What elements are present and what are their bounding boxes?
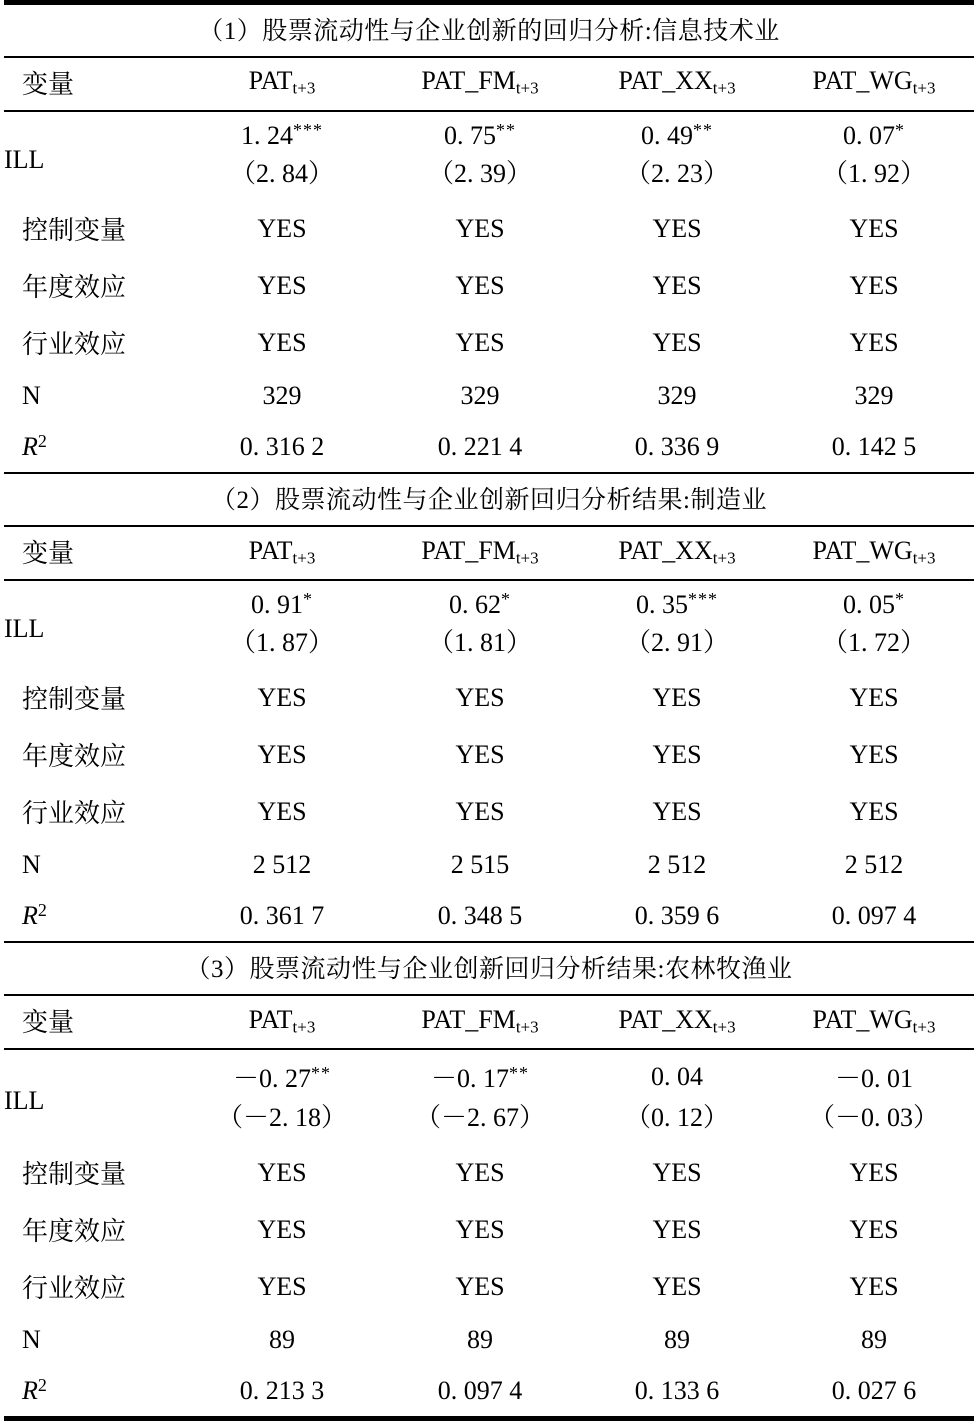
value-cell: 0. 361 7 bbox=[239, 900, 325, 930]
value-cell: YES bbox=[257, 1271, 307, 1301]
value-cell: 89 bbox=[861, 1325, 887, 1355]
significance-stars: *** bbox=[688, 589, 718, 610]
row-label-ill: ILL bbox=[4, 1086, 45, 1116]
table-row bbox=[4, 581, 974, 620]
tstat-cell: （2. 84） bbox=[229, 159, 334, 189]
value-cell: 89 bbox=[664, 1325, 690, 1355]
value-cell: YES bbox=[455, 1157, 505, 1187]
tstat-cell: （2. 91） bbox=[624, 628, 729, 658]
value-cell: 0. 316 2 bbox=[239, 431, 325, 461]
table-row bbox=[4, 840, 974, 890]
value-cell: 329 bbox=[657, 381, 697, 411]
row-label-ill: ILL bbox=[4, 614, 45, 644]
table-row bbox=[4, 726, 974, 783]
value-cell: YES bbox=[849, 270, 899, 300]
value-cell: 0. 213 3 bbox=[239, 1375, 325, 1405]
row-label-controls: 控制变量 bbox=[22, 1160, 127, 1190]
value-cell: YES bbox=[455, 739, 505, 769]
subscript: t+3 bbox=[515, 1017, 539, 1036]
subscript: t+3 bbox=[712, 547, 736, 567]
tstat-cell: （2. 23） bbox=[624, 159, 729, 189]
coefficient-cell: 0. 49** bbox=[641, 120, 713, 151]
coefficient-cell: 0. 07* bbox=[843, 120, 906, 151]
value-cell: YES bbox=[455, 796, 505, 826]
significance-stars: *** bbox=[293, 120, 323, 140]
significance-stars: ** bbox=[693, 120, 713, 140]
column-header-pat: $PAT_{t+3}$ bbox=[248, 1004, 316, 1036]
value-cell: YES bbox=[652, 1271, 702, 1301]
coefficient-cell: 0. 04 bbox=[651, 1062, 703, 1092]
table-row bbox=[4, 257, 974, 314]
row-label-n: N bbox=[22, 850, 41, 880]
coefficient-cell: 0. 62* bbox=[449, 589, 511, 620]
value-cell: 0. 133 6 bbox=[634, 1375, 720, 1405]
regression-table-1 bbox=[4, 5, 974, 472]
column-header-pat: $PAT_{t+3}$ bbox=[248, 535, 316, 567]
column-header-pat: $PAT_{t+3}$ bbox=[248, 66, 316, 98]
exponent: 2 bbox=[37, 1375, 48, 1396]
subscript: t+3 bbox=[515, 78, 539, 98]
value-cell: 0. 097 4 bbox=[437, 1375, 523, 1405]
value-cell: YES bbox=[455, 1214, 505, 1244]
coefficient-cell: 0. 75** bbox=[444, 120, 516, 151]
value-cell: YES bbox=[455, 213, 505, 243]
coefficient-cell: 0. 05* bbox=[843, 589, 905, 620]
row-label-industry-effect: 行业效应 bbox=[22, 799, 127, 829]
subscript: t+3 bbox=[515, 547, 539, 567]
value-cell: YES bbox=[455, 682, 505, 712]
value-cell: YES bbox=[652, 213, 702, 243]
row-label-r-squared: $R^2$ bbox=[22, 900, 48, 931]
table-row bbox=[4, 421, 974, 472]
subscript: t+3 bbox=[712, 78, 736, 98]
table-row bbox=[4, 200, 974, 257]
coefficient-cell: 0. 91* bbox=[251, 589, 313, 620]
significance-stars: * bbox=[501, 589, 511, 610]
row-label-r-squared: $R^2$ bbox=[22, 431, 48, 462]
table-row bbox=[4, 1144, 974, 1201]
value-cell: YES bbox=[849, 682, 899, 712]
value-cell: YES bbox=[257, 270, 307, 300]
significance-stars: ** bbox=[509, 1063, 529, 1084]
value-cell: YES bbox=[652, 270, 702, 300]
value-cell: 0. 097 4 bbox=[831, 900, 917, 930]
tstat-cell: （2. 39） bbox=[427, 159, 532, 189]
value-cell: YES bbox=[652, 739, 702, 769]
coefficient-cell: 1. 24*** bbox=[241, 120, 323, 151]
column-header-variable: 变量 bbox=[22, 70, 75, 99]
subscript: t+3 bbox=[912, 1017, 936, 1036]
value-cell: YES bbox=[849, 1271, 899, 1301]
subscript: t+3 bbox=[712, 1017, 736, 1036]
tstat-cell: （1. 92） bbox=[822, 159, 927, 189]
table-row bbox=[4, 1258, 974, 1315]
table-row bbox=[4, 371, 974, 421]
column-header-pat-wg: $PAT\_WG_{t+3}$ bbox=[812, 66, 936, 98]
regression-table-2 bbox=[4, 474, 974, 941]
subscript: t+3 bbox=[912, 78, 936, 98]
row-label-controls: 控制变量 bbox=[22, 685, 127, 715]
coefficient-cell: －0. 17** bbox=[430, 1063, 529, 1094]
value-cell: 0. 348 5 bbox=[437, 900, 523, 930]
row-label-industry-effect: 行业效应 bbox=[22, 1274, 127, 1304]
coefficient-cell: 0. 35*** bbox=[636, 589, 718, 620]
value-cell: YES bbox=[849, 796, 899, 826]
table-caption: （1）股票流动性与企业创新的回归分析:信息技术业 bbox=[198, 18, 780, 45]
value-cell: 0. 221 4 bbox=[437, 431, 523, 461]
row-label-year-effect: 年度效应 bbox=[22, 273, 127, 303]
table-caption-row bbox=[4, 5, 974, 56]
table-header-row bbox=[4, 527, 974, 579]
value-cell: 0. 336 9 bbox=[634, 431, 720, 461]
value-cell: 0. 027 6 bbox=[831, 1375, 917, 1405]
row-label-r-squared: $R^2$ bbox=[22, 1375, 48, 1406]
column-header-variable: 变量 bbox=[22, 539, 75, 569]
significance-stars: ** bbox=[311, 1063, 331, 1084]
tstat-cell: （0. 12） bbox=[624, 1103, 729, 1133]
value-cell: 329 bbox=[262, 381, 302, 411]
value-cell: 89 bbox=[269, 1325, 295, 1355]
table-row bbox=[4, 314, 974, 371]
table-row bbox=[4, 1201, 974, 1258]
value-cell: 2 512 bbox=[844, 850, 904, 880]
coefficient-cell: －0. 01 bbox=[834, 1064, 913, 1094]
value-cell: YES bbox=[652, 1214, 702, 1244]
table-row bbox=[4, 112, 974, 151]
value-cell: YES bbox=[257, 327, 307, 357]
row-label-year-effect: 年度效应 bbox=[22, 1217, 127, 1247]
exponent: 2 bbox=[37, 900, 48, 921]
regression-table-3 bbox=[4, 943, 974, 1416]
value-cell: 0. 142 5 bbox=[831, 431, 917, 461]
value-cell: YES bbox=[849, 1157, 899, 1187]
significance-stars: * bbox=[895, 589, 905, 610]
value-cell: YES bbox=[257, 739, 307, 769]
row-label-year-effect: 年度效应 bbox=[22, 742, 127, 772]
table-caption-row bbox=[4, 474, 974, 525]
table-row bbox=[4, 1050, 974, 1095]
row-label-controls: 控制变量 bbox=[22, 216, 127, 246]
value-cell: 2 512 bbox=[252, 850, 312, 880]
column-header-variable: 变量 bbox=[22, 1008, 75, 1038]
table-row bbox=[4, 669, 974, 726]
value-cell: YES bbox=[652, 1157, 702, 1187]
table-row bbox=[4, 1365, 974, 1416]
row-label-n: N bbox=[22, 381, 41, 411]
table-row bbox=[4, 890, 974, 941]
significance-stars: * bbox=[895, 120, 906, 140]
subscript: t+3 bbox=[292, 547, 316, 567]
value-cell: 329 bbox=[460, 381, 500, 411]
tstat-cell: （1. 87） bbox=[229, 628, 334, 658]
value-cell: YES bbox=[652, 796, 702, 826]
table-header-row bbox=[4, 996, 974, 1048]
column-header-pat-xx: $PAT\_XX_{t+3}$ bbox=[618, 1004, 736, 1036]
value-cell: YES bbox=[257, 1157, 307, 1187]
value-cell: 2 515 bbox=[450, 850, 510, 880]
row-label-ill: ILL bbox=[4, 145, 45, 175]
table-row bbox=[4, 783, 974, 840]
table-caption: （3）股票流动性与企业创新回归分析结果:农林牧渔业 bbox=[185, 956, 793, 984]
value-cell: YES bbox=[849, 1214, 899, 1244]
subscript: t+3 bbox=[912, 547, 936, 567]
column-header-pat-wg: $PAT\_WG_{t+3}$ bbox=[812, 535, 936, 567]
value-cell: YES bbox=[455, 270, 505, 300]
value-cell: YES bbox=[849, 739, 899, 769]
value-cell: 89 bbox=[467, 1325, 493, 1355]
subscript: t+3 bbox=[292, 1017, 316, 1036]
significance-stars: ** bbox=[496, 120, 516, 140]
value-cell: YES bbox=[652, 682, 702, 712]
value-cell: YES bbox=[849, 213, 899, 243]
value-cell: YES bbox=[257, 1214, 307, 1244]
exponent: 2 bbox=[37, 431, 48, 452]
row-label-n: N bbox=[22, 1325, 41, 1355]
column-header-pat-wg: $PAT\_WG_{t+3}$ bbox=[812, 1004, 936, 1036]
coefficient-cell: －0. 27** bbox=[232, 1063, 331, 1094]
value-cell: 0. 359 6 bbox=[634, 900, 720, 930]
tstat-cell: （1. 81） bbox=[427, 628, 532, 658]
table-caption-row bbox=[4, 943, 974, 994]
significance-stars: * bbox=[303, 589, 313, 610]
column-header-pat-fm: $PAT\_FM_{t+3}$ bbox=[421, 535, 539, 567]
value-cell: YES bbox=[652, 327, 702, 357]
table-caption: （2）股票流动性与企业创新回归分析结果:制造业 bbox=[211, 487, 767, 515]
tstat-cell: （1. 72） bbox=[822, 628, 927, 658]
value-cell: YES bbox=[257, 682, 307, 712]
row-label-industry-effect: 行业效应 bbox=[22, 330, 127, 360]
subscript: t+3 bbox=[292, 78, 316, 98]
table-header-row bbox=[4, 58, 974, 110]
value-cell: YES bbox=[849, 327, 899, 357]
column-header-pat-xx: $PAT\_XX_{t+3}$ bbox=[618, 66, 736, 98]
table-row bbox=[4, 1315, 974, 1365]
column-header-pat-xx: $PAT\_XX_{t+3}$ bbox=[618, 535, 736, 567]
value-cell: YES bbox=[257, 796, 307, 826]
column-header-pat-fm: $PAT\_FM_{t+3}$ bbox=[421, 1004, 539, 1036]
value-cell: 2 512 bbox=[647, 850, 707, 880]
table-final-rule bbox=[4, 1416, 974, 1421]
tstat-cell: （－2. 18） bbox=[216, 1103, 347, 1133]
value-cell: YES bbox=[455, 327, 505, 357]
value-cell: 329 bbox=[854, 381, 894, 411]
value-cell: YES bbox=[257, 213, 307, 243]
tstat-cell: （－0. 03） bbox=[808, 1103, 939, 1133]
value-cell: YES bbox=[455, 1271, 505, 1301]
column-header-pat-fm: $PAT\_FM_{t+3}$ bbox=[421, 66, 539, 98]
tstat-cell: （－2. 67） bbox=[414, 1103, 545, 1133]
